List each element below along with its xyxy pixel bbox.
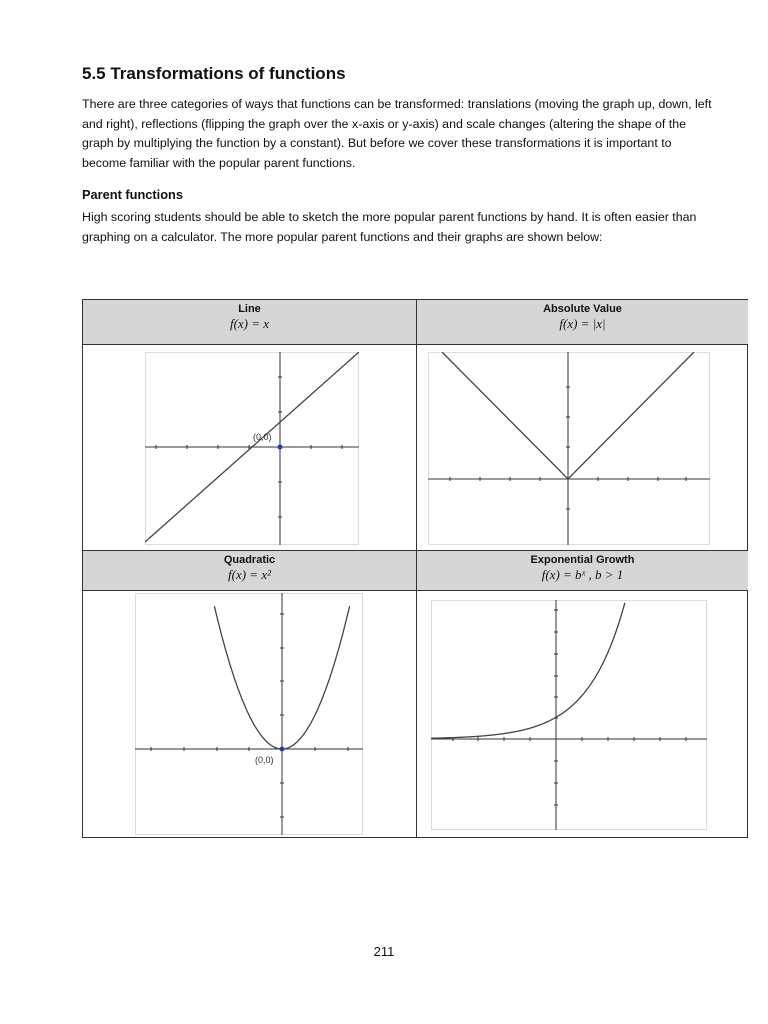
graph-name: Absolute Value	[543, 303, 622, 315]
subintro-paragraph: High scoring students should be able to sketch the more popular parent functions by hand. It is often easier than graphing on a calculator. The more popular parent functions and their graphs are shown below:	[82, 210, 697, 244]
graph-name: Exponential Growth	[530, 554, 635, 566]
graph-absolute-value	[428, 352, 710, 545]
graph-formula: f(x) = |x|	[559, 316, 606, 331]
graph-formula: f(x) = bˣ , b > 1	[541, 567, 624, 582]
graph-formula: f(x) = x	[229, 316, 270, 331]
graph-quadratic	[135, 593, 363, 835]
graph-formula: f(x) = x²	[228, 567, 271, 582]
intro-paragraph: There are three categories of ways that functions can be transformed: translations (moving the graph up, down, left and right), reflections (flipping the graph over the x-axis or y-axis) and scale changes (altering the shape of the graph by multiplying the function by a constant). But before we cover these transformations it is important to become familiar with the popular parent functions.	[82, 97, 712, 170]
graph-name: Quadratic	[223, 554, 276, 566]
header-absolute-value	[417, 300, 748, 345]
section-title: 5.5 Transformations of functions	[82, 64, 346, 83]
header-quadratic	[83, 551, 416, 591]
subheading: Parent functions	[82, 187, 183, 202]
absolute-value-plot	[428, 352, 710, 545]
graph-line	[145, 352, 359, 545]
graph-exponential-growth	[431, 600, 707, 830]
line-plot	[145, 352, 359, 545]
origin-label: (0,0)	[255, 755, 274, 765]
graph-name: Line	[238, 303, 261, 315]
header-exponential-growth	[417, 551, 748, 591]
parent-functions-table	[82, 299, 748, 838]
exponential-plot	[431, 600, 707, 830]
origin-label: (0,0)	[253, 432, 272, 442]
page-number: 211	[373, 944, 395, 959]
header-line	[83, 300, 416, 345]
quadratic-plot	[135, 593, 363, 835]
